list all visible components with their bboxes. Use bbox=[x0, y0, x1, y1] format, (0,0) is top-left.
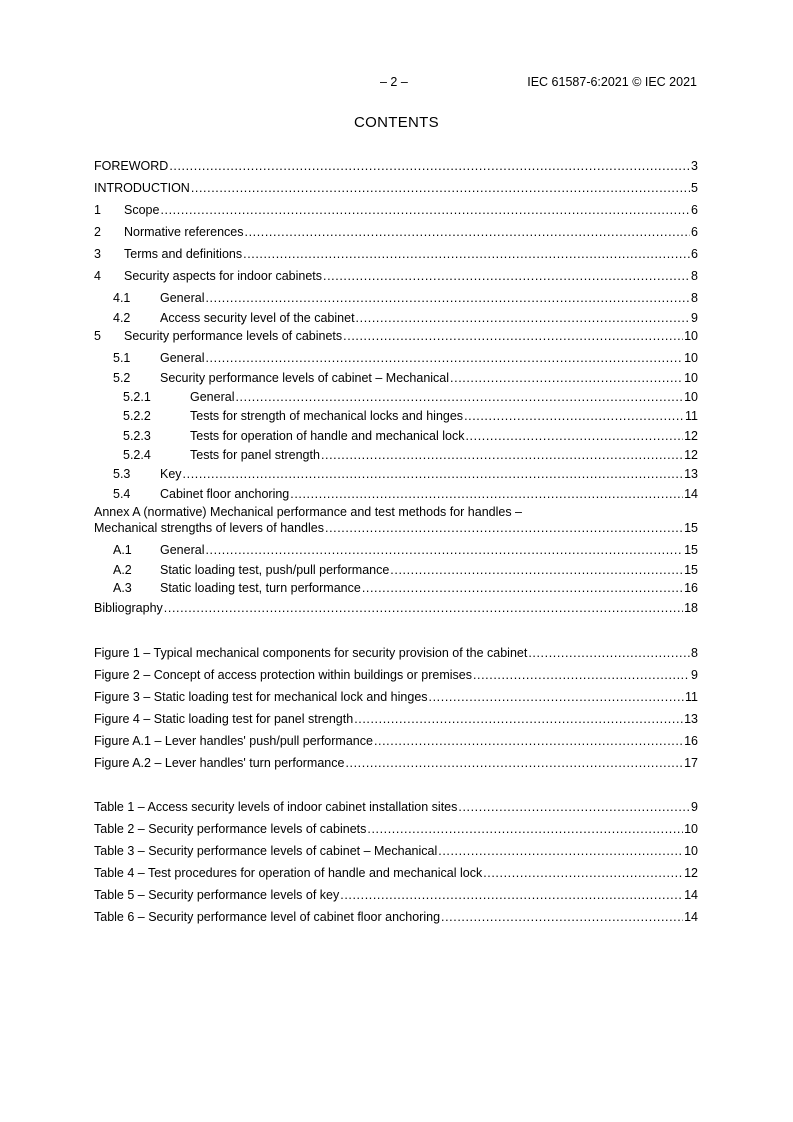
dot-leader bbox=[429, 689, 684, 705]
page-title: CONTENTS bbox=[354, 114, 439, 131]
toc-entry[interactable] bbox=[94, 202, 698, 218]
toc-entry-label: Figure 2 – Concept of access protection within buildings or premises bbox=[94, 668, 472, 682]
toc-entry-page: 8 bbox=[691, 646, 698, 660]
toc-entry-page: 9 bbox=[691, 800, 698, 814]
toc-entry-number: 5.2 bbox=[113, 371, 131, 385]
dot-leader bbox=[343, 328, 683, 344]
toc-entry-page: 6 bbox=[691, 247, 698, 261]
dot-leader bbox=[362, 580, 683, 596]
dot-leader bbox=[205, 290, 690, 306]
toc-entry[interactable] bbox=[94, 224, 698, 240]
toc-entry-page: 10 bbox=[684, 351, 698, 365]
dot-leader bbox=[205, 542, 683, 558]
toc-entry[interactable] bbox=[94, 268, 698, 284]
toc-entry-page: 13 bbox=[684, 712, 698, 726]
toc-entry-number: 5.2.2 bbox=[123, 409, 151, 423]
toc-entry-label: General bbox=[160, 351, 205, 365]
toc-entry-number: 5.4 bbox=[113, 487, 131, 501]
toc-entry-page: 10 bbox=[684, 329, 698, 343]
toc-entry[interactable] bbox=[94, 350, 698, 366]
toc-entry-label: Terms and definitions bbox=[124, 247, 243, 261]
toc-entry-label: Access security level of the cabinet bbox=[160, 311, 355, 325]
toc-entry-number: 5.2.4 bbox=[123, 448, 151, 462]
toc-entry[interactable] bbox=[94, 580, 698, 596]
dot-leader bbox=[483, 865, 683, 881]
dot-leader bbox=[183, 466, 684, 482]
toc-entry-label: Table 5 – Security performance levels of key bbox=[94, 888, 340, 902]
dot-leader bbox=[245, 224, 691, 240]
toc-entry[interactable] bbox=[94, 520, 698, 536]
toc-entry[interactable] bbox=[94, 447, 698, 463]
toc-entry[interactable] bbox=[94, 310, 698, 326]
toc-entry-number: 1 bbox=[94, 203, 101, 217]
toc-entry-label: Table 1 – Access security levels of indoor cabinet installation sites bbox=[94, 800, 458, 814]
toc-entry-number: 5 bbox=[94, 329, 101, 343]
toc-entry[interactable] bbox=[94, 389, 698, 405]
toc-entry-page: 15 bbox=[684, 521, 698, 535]
dot-leader bbox=[235, 389, 683, 405]
toc-entry-page: 14 bbox=[684, 487, 698, 501]
toc-entry-page: 6 bbox=[691, 225, 698, 239]
dot-leader bbox=[458, 799, 690, 815]
toc-entry[interactable] bbox=[94, 328, 698, 344]
toc-entry-label: Table 6 – Security performance level of cabinet floor anchoring bbox=[94, 910, 441, 924]
toc-entry-number: 2 bbox=[94, 225, 101, 239]
toc-entry-number: 5.3 bbox=[113, 467, 131, 481]
dot-leader bbox=[169, 158, 690, 174]
toc-entry[interactable] bbox=[94, 562, 698, 578]
toc-entry-page: 5 bbox=[691, 181, 698, 195]
toc-entry-page: 14 bbox=[684, 888, 698, 902]
annex-title-line: Annex A (normative) Mechanical performance and test methods for handles – bbox=[94, 505, 523, 519]
toc-entry[interactable] bbox=[94, 486, 698, 502]
dot-leader bbox=[243, 246, 690, 262]
figure-list-entry[interactable] bbox=[94, 645, 698, 661]
dot-leader bbox=[354, 711, 683, 727]
dot-leader bbox=[465, 428, 683, 444]
dot-leader bbox=[205, 350, 683, 366]
dot-leader bbox=[441, 909, 683, 925]
toc-entry-label: Mechanical strengths of levers of handles bbox=[94, 521, 324, 535]
toc-entry-label: INTRODUCTION bbox=[94, 181, 190, 195]
toc-entry[interactable] bbox=[94, 408, 698, 424]
toc-entry-label: Scope bbox=[124, 203, 160, 217]
toc-entry-page: 16 bbox=[684, 581, 698, 595]
toc-entry-page: 10 bbox=[684, 822, 698, 836]
toc-entry-page: 12 bbox=[684, 448, 698, 462]
dot-leader bbox=[473, 667, 690, 683]
table-list-entry[interactable] bbox=[94, 909, 698, 925]
dot-leader bbox=[164, 600, 683, 616]
toc-entry-page: 8 bbox=[691, 291, 698, 305]
figure-list-entry[interactable] bbox=[94, 689, 698, 705]
figure-list-entry[interactable] bbox=[94, 733, 698, 749]
toc-entry-label: Figure 1 – Typical mechanical components for security provision of the cabinet bbox=[94, 646, 528, 660]
toc-entry-page: 6 bbox=[691, 203, 698, 217]
dot-leader bbox=[367, 821, 683, 837]
toc-entry-page: 11 bbox=[685, 690, 698, 704]
dot-leader bbox=[356, 310, 691, 326]
toc-entry[interactable] bbox=[94, 600, 698, 616]
dot-leader bbox=[290, 486, 683, 502]
toc-entry-label: Tests for operation of handle and mechanical lock bbox=[190, 429, 465, 443]
toc-entry-label: Security aspects for indoor cabinets bbox=[124, 269, 323, 283]
toc-entry[interactable] bbox=[94, 180, 698, 196]
dot-leader bbox=[374, 733, 683, 749]
dot-leader bbox=[450, 370, 683, 386]
toc-entry-number: A.3 bbox=[113, 581, 132, 595]
toc-entry-label: Key bbox=[160, 467, 182, 481]
dot-leader bbox=[390, 562, 683, 578]
dot-leader bbox=[321, 447, 683, 463]
toc-entry-label: General bbox=[160, 291, 205, 305]
standard-reference: IEC 61587-6:2021 © IEC 2021 bbox=[527, 75, 697, 89]
dot-leader bbox=[345, 755, 683, 771]
toc-entry-label: Security performance levels of cabinets bbox=[124, 329, 343, 343]
toc-entry-page: 12 bbox=[684, 866, 698, 880]
toc-entry-label: Table 2 – Security performance levels of cabinets bbox=[94, 822, 367, 836]
page-number: – 2 – bbox=[380, 75, 408, 89]
toc-entry-page: 15 bbox=[684, 563, 698, 577]
toc-entry-label: Normative references bbox=[124, 225, 244, 239]
toc-entry-page: 9 bbox=[691, 668, 698, 682]
toc-entry-label: Bibliography bbox=[94, 601, 163, 615]
toc-entry[interactable] bbox=[94, 290, 698, 306]
toc-entry-page: 10 bbox=[684, 844, 698, 858]
toc-entry-page: 9 bbox=[691, 311, 698, 325]
toc-entry-label: Cabinet floor anchoring bbox=[160, 487, 290, 501]
toc-entry-number: 4.2 bbox=[113, 311, 131, 325]
toc-entry[interactable] bbox=[94, 428, 698, 444]
figure-list-entry[interactable] bbox=[94, 667, 698, 683]
figure-list-entry[interactable] bbox=[94, 755, 698, 771]
toc-entry-label: Tests for strength of mechanical locks and hinges bbox=[190, 409, 464, 423]
toc-entry-page: 13 bbox=[684, 467, 698, 481]
toc-entry-page: 17 bbox=[684, 756, 698, 770]
toc-entry-page: 11 bbox=[685, 409, 698, 423]
toc-entry-label: Figure A.2 – Lever handles' turn performance bbox=[94, 756, 345, 770]
dot-leader bbox=[438, 843, 683, 859]
toc-entry-label: Tests for panel strength bbox=[190, 448, 320, 462]
dot-leader bbox=[340, 887, 683, 903]
toc-entry-page: 10 bbox=[684, 371, 698, 385]
toc-entry-label: Table 3 – Security performance levels of cabinet – Mechanical bbox=[94, 844, 438, 858]
dot-leader bbox=[160, 202, 690, 218]
dot-leader bbox=[528, 645, 690, 661]
toc-entry-number: 4 bbox=[94, 269, 101, 283]
toc-entry-number: 5.2.1 bbox=[123, 390, 151, 404]
toc-entry-label: Static loading test, push/pull performance bbox=[160, 563, 390, 577]
toc-entry-number: 5.2.3 bbox=[123, 429, 151, 443]
toc-entry-number: 4.1 bbox=[113, 291, 131, 305]
toc-entry-label: FOREWORD bbox=[94, 159, 169, 173]
toc-entry-page: 10 bbox=[684, 390, 698, 404]
toc-entry-page: 16 bbox=[684, 734, 698, 748]
toc-entry-label: General bbox=[190, 390, 235, 404]
dot-leader bbox=[325, 520, 683, 536]
figure-list-entry[interactable] bbox=[94, 711, 698, 727]
toc-entry[interactable] bbox=[94, 542, 698, 558]
toc-entry-page: 14 bbox=[684, 910, 698, 924]
toc-entry[interactable] bbox=[94, 158, 698, 174]
table-list-entry[interactable] bbox=[94, 887, 698, 903]
toc-entry[interactable] bbox=[94, 246, 698, 262]
dot-leader bbox=[191, 180, 690, 196]
toc-entry-label: Figure A.1 – Lever handles' push/pull performance bbox=[94, 734, 373, 748]
toc-entry-page: 12 bbox=[684, 429, 698, 443]
toc-entry-label: General bbox=[160, 543, 205, 557]
dot-leader bbox=[323, 268, 690, 284]
table-list-entry[interactable] bbox=[94, 821, 698, 837]
dot-leader bbox=[464, 408, 684, 424]
toc-entry-page: 15 bbox=[684, 543, 698, 557]
toc-entry-label: Table 4 – Test procedures for operation of handle and mechanical lock bbox=[94, 866, 483, 880]
table-list-entry[interactable] bbox=[94, 799, 698, 815]
toc-entry-page: 3 bbox=[691, 159, 698, 173]
table-list-entry[interactable] bbox=[94, 843, 698, 859]
toc-entry-page: 18 bbox=[684, 601, 698, 615]
toc-entry-number: A.2 bbox=[113, 563, 132, 577]
toc-entry-number: A.1 bbox=[113, 543, 132, 557]
toc-entry[interactable] bbox=[94, 466, 698, 482]
toc-entry-label: Static loading test, turn performance bbox=[160, 581, 361, 595]
toc-entry-label: Security performance levels of cabinet – Mechanical bbox=[160, 371, 450, 385]
toc-entry-page: 8 bbox=[691, 269, 698, 283]
toc-entry-number: 5.1 bbox=[113, 351, 131, 365]
toc-entry-number: 3 bbox=[94, 247, 101, 261]
toc-entry-label: Figure 4 – Static loading test for panel strength bbox=[94, 712, 354, 726]
table-list-entry[interactable] bbox=[94, 865, 698, 881]
toc-entry[interactable] bbox=[94, 370, 698, 386]
toc-entry-label: Figure 3 – Static loading test for mechanical lock and hinges bbox=[94, 690, 428, 704]
